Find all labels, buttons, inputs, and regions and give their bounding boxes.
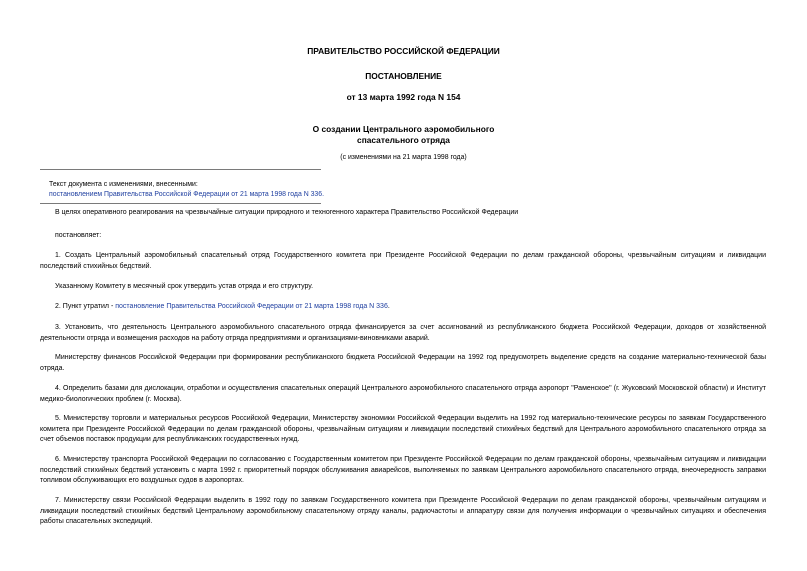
- document-title-line-2: спасательного отряда: [357, 135, 450, 145]
- amendment-link[interactable]: постановлением Правительства Российской Федерации от 21 марта 1998 года N 336.: [49, 191, 325, 198]
- paragraph-4: 4. Определить базами для дислокации, отработки и осуществления спасательных операций Центрального аэромобильного спасательного отряда аэропорт "Раменское" (г. Жуковский Московской области) и Институт медико-биологических проблем (г. Москва).: [40, 385, 766, 403]
- paragraph-2: [40, 302, 766, 313]
- document-title-line-1: О создании Центрального аэромобильного: [312, 124, 495, 134]
- paragraph-1: 1. Создать Центральный аэромобильный спасательный отряд Государственного комитета при Президенте Российской Федерации по делам гражданской обороны, чрезвычайным ситуациям и ликвидации последствий стихийных бедствий.: [40, 252, 766, 270]
- divider-top: [40, 169, 321, 170]
- paragraph-7: 7. Министерству связи Российской Федерации выделить в 1992 году по заявкам Государственного комитета при Президенте Российской Федерации по делам гражданской обороны, чрезвычайным ситуациям и ликвидации последствий стихийных бедствий Центральному аэромобильному спасательному отряду каналы, радиочастоты и аппаратуру связи для получения информации о чрезвычайных ситуациях и обеспечения работы спасательных экспедиций.: [40, 497, 766, 526]
- paragraph-2-suffix: .: [387, 303, 390, 310]
- paragraph-3: 3. Установить, что деятельность Центрального аэромобильного спасательного отряда финансируется за счет ассигнований из республиканского бюджета Российской Федерации, доходов от хозяйственной деятельности отряда и возмещения расходов на работу отряда предприятиями и организациями-виновниками аварий.: [40, 324, 766, 342]
- paragraph-2-link[interactable]: постановление Правительства Российской Федерации от 21 марта 1998 года N 336: [115, 303, 388, 310]
- paragraph-1-b: Указанному Комитету в месячный срок утвердить устав отряда и его структуру.: [55, 283, 314, 290]
- document-date-number: от 13 марта 1992 года N 154: [346, 92, 461, 102]
- paragraph-5: 5. Министерству торговли и материальных ресурсов Российской Федерации, Министерству экономики Российской Федерации выделить на 1992 год материально-технические ресурсы по заявкам Государственного комитета при Президенте Российской Федерации по делам гражданской обороны, чрезвычайным ситуациям и ликвидации последствий стихийных бедствий для Центрального аэромобильного спасательного отряда за счет объемов поставок продукции для республиканских государственных нужд.: [40, 415, 766, 444]
- amendments-intro: Текст документа с изменениями, внесенными:: [49, 181, 198, 188]
- preamble: В целях оперативного реагирования на чрезвычайные ситуации природного и техногенного характера Правительство Российской Федерации: [55, 209, 519, 216]
- paragraph-2-prefix: 2. Пункт утратил -: [55, 303, 116, 310]
- paragraph-3-b: Министерству финансов Российской Федерации при формировании республиканского бюджета Российской Федерации на 1992 год предусмотреть выделение средств на создание материально-технической базы отряда.: [40, 354, 766, 372]
- government-name: ПРАВИТЕЛЬСТВО РОССИЙСКОЙ ФЕДЕРАЦИИ: [307, 46, 500, 56]
- revision-note: (с изменениями на 21 марта 1998 года): [340, 154, 467, 161]
- document-type: ПОСТАНОВЛЕНИЕ: [365, 71, 442, 81]
- divider-bottom: [40, 203, 321, 204]
- decree-word: постановляет:: [55, 232, 102, 239]
- paragraph-6: 6. Министерству транспорта Российской Федерации по согласованию с Государственным комитетом при Президенте Российской Федерации по делам гражданской обороны, чрезвычайным ситуациям и ликвидации последствий стихийных бедствий установить с марта 1992 г. приоритетный порядок обслуживания авиарейсов, выполняемых по заявкам Центрального аэромобильного спасательного отряда, внеочередность заправки топливом обслуживающих его воздушных судов в аэропортах.: [40, 456, 766, 485]
- document-title: [0, 124, 807, 146]
